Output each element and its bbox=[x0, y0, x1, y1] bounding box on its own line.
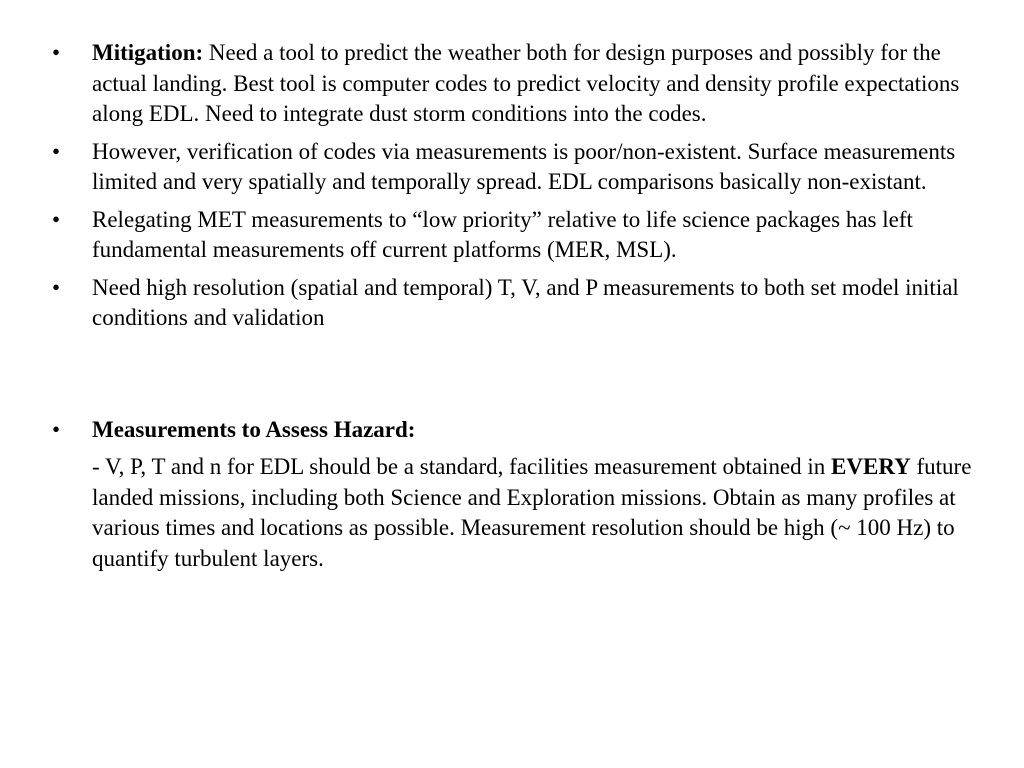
bullet-met-priority bbox=[0, 205, 972, 266]
measurements-text-after: future landed missions, including both Science and Exploration missions. Obtain as many profiles at various times and locations as possible. Measurement resolution should be high (~ 100 Hz) to quantify turbulent layers. bbox=[92, 454, 972, 571]
bullet-high-resolution bbox=[0, 273, 972, 334]
bullet-text-verification: However, verification of codes via measurements is poor/non-existent. Surface measurements limited and very spatially and temporally spread. EDL comparisons basically non-existant. bbox=[92, 138, 956, 194]
measurements-text-before: - V, P, T and n for EDL should be a standard, facilities measurement obtained in bbox=[92, 454, 832, 479]
bullet-heading-mitigation: Mitigation: bbox=[92, 40, 204, 65]
bullet-measurements-hazard bbox=[0, 415, 972, 575]
bullet-text-high-resolution: Need high resolution (spatial and temporal) T, V, and P measurements to both set model initial conditions and validation bbox=[92, 274, 959, 330]
bullet-verification bbox=[0, 137, 972, 198]
bullet-mitigation bbox=[0, 38, 972, 130]
bullet-marker: • bbox=[52, 40, 61, 65]
bullet-heading-measurements: Measurements to Assess Hazard: bbox=[92, 416, 416, 442]
bullet-marker: • bbox=[52, 138, 61, 164]
bullet-marker: • bbox=[52, 206, 61, 232]
measurements-emphasis: EVERY bbox=[831, 454, 911, 479]
bullet-text-mitigation: Need a tool to predict the weather both for design purposes and possibly for the actual landing. Best tool is computer codes to predict velocity and density profile expectations along EDL. Need to integrate dust storm conditions into the codes. bbox=[92, 40, 960, 126]
measurements-detail bbox=[92, 452, 972, 574]
bullet-text-met-priority: Relegating MET measurements to “low priority” relative to life science packages has left fundamental measurements off current platforms (MER, MSL). bbox=[92, 206, 913, 262]
bullet-marker: • bbox=[52, 416, 61, 442]
bullet-list bbox=[0, 38, 1024, 574]
bullet-marker: • bbox=[52, 274, 61, 300]
